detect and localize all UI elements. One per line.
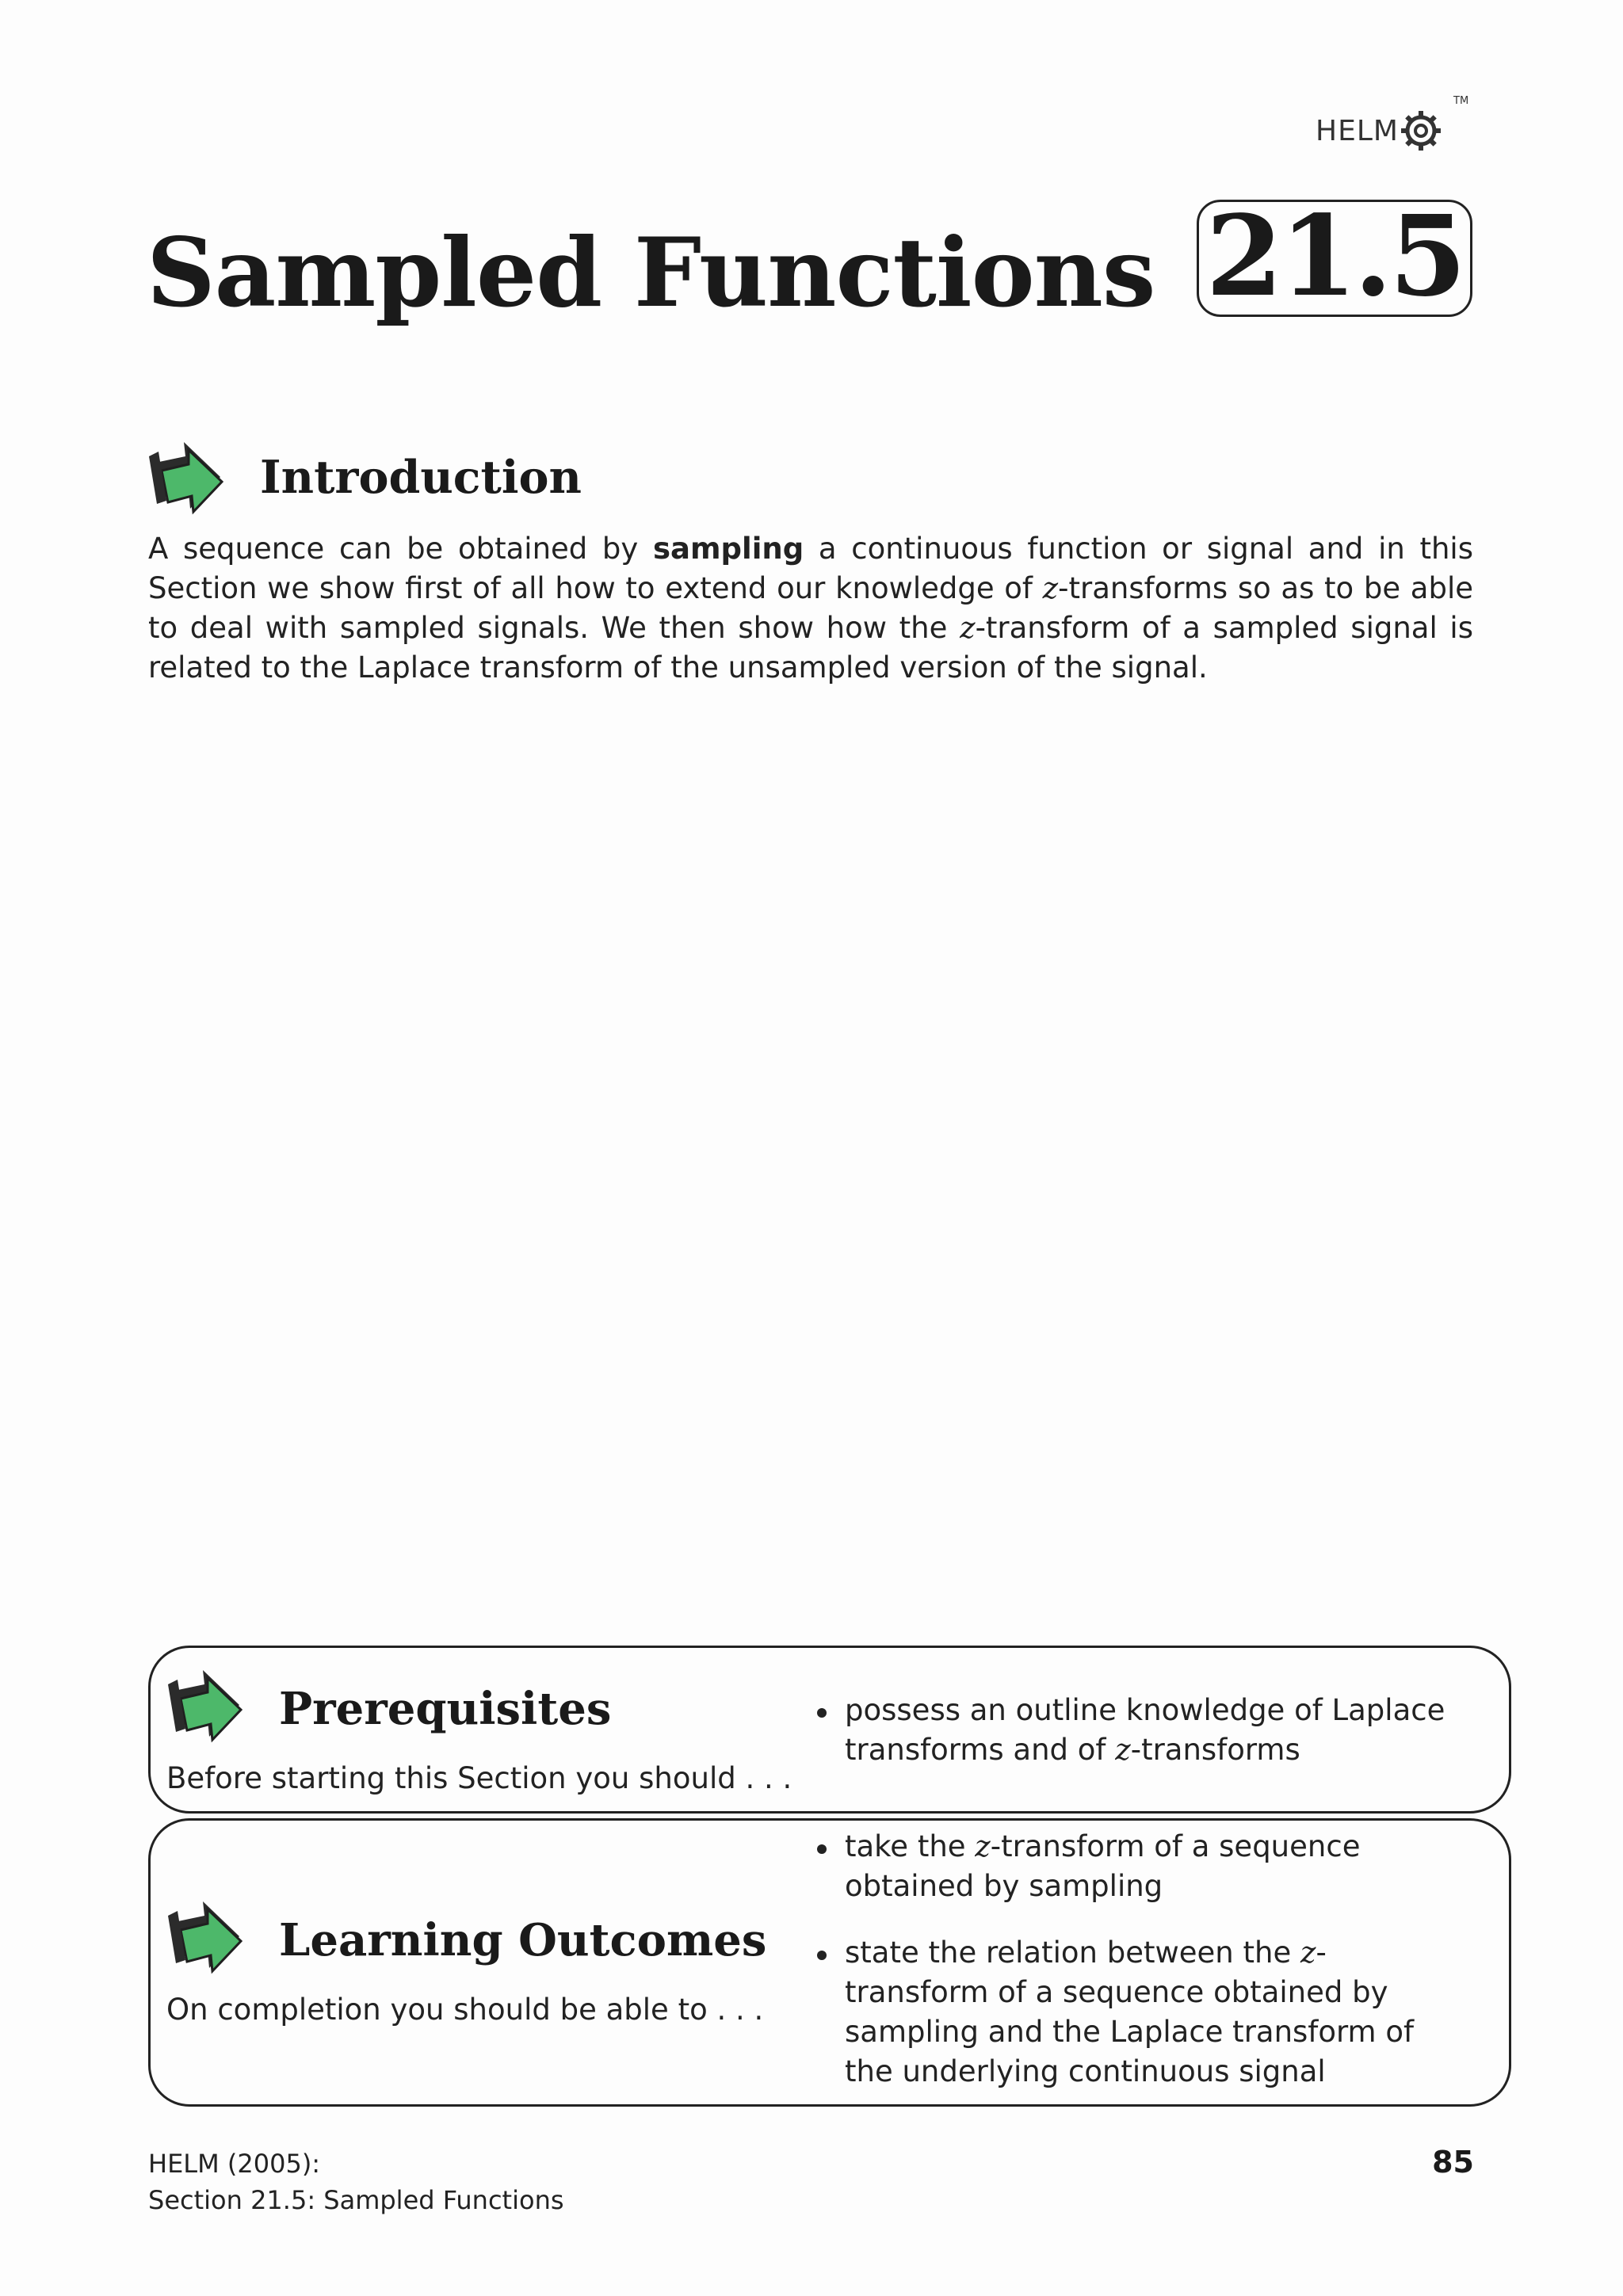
gear-icon: [1400, 110, 1442, 151]
footer-line-1: HELM (2005):: [148, 2149, 321, 2179]
list-item: take the z-transform of a sequence obtained by sampling: [811, 1827, 1453, 1906]
logo-text: HELM: [1316, 114, 1399, 147]
page-number: 85: [1432, 2145, 1474, 2180]
learning-outcomes-subtitle: On completion you should be able to . . .: [166, 1993, 764, 2027]
bold-term: sampling: [652, 532, 804, 566]
green-arrow-icon: [163, 1662, 252, 1748]
green-arrow-icon: [144, 434, 233, 520]
bullet-icon: [817, 1951, 827, 1960]
learning-outcomes-list: [811, 1827, 1453, 2119]
prerequisites-heading: Prerequisites: [279, 1683, 612, 1735]
green-arrow-icon: [163, 1894, 252, 1979]
section-number-box: [1197, 192, 1472, 322]
helm-logo: [1316, 95, 1474, 166]
footer-citation: [148, 2145, 564, 2218]
prerequisites-subtitle: Before starting this Section you should . . .: [166, 1761, 792, 1795]
page-title: Sampled Functions: [147, 217, 1155, 329]
prerequisites-list: [811, 1691, 1453, 1797]
learning-outcomes-heading: Learning Outcomes: [279, 1914, 767, 1966]
footer-line-2: Section 21.5: Sampled Functions: [148, 2185, 564, 2215]
bullet-icon: [817, 1844, 827, 1854]
trademark-mark: TM: [1453, 95, 1469, 107]
bullet-icon: [817, 1708, 827, 1718]
section-number: 21.5: [1205, 192, 1464, 322]
introduction-heading: Introduction: [260, 451, 582, 504]
list-item: state the relation between the z-transform of a sequence obtained by sampling and the Laplace transform of the underlying continuous signal: [811, 1933, 1453, 2092]
list-item: possess an outline knowledge of Laplace transforms and of z-transforms: [811, 1691, 1453, 1770]
introduction-paragraph: A sequence can be obtained by sampling a continuous function or signal and in this Section we show first of all how to extend our knowledge of z-transforms so as to be able to deal with sampled signals. We then show how the z-transform of a sampled signal is related to the Laplace transform of the unsampled version of the signal.: [148, 532, 1473, 685]
